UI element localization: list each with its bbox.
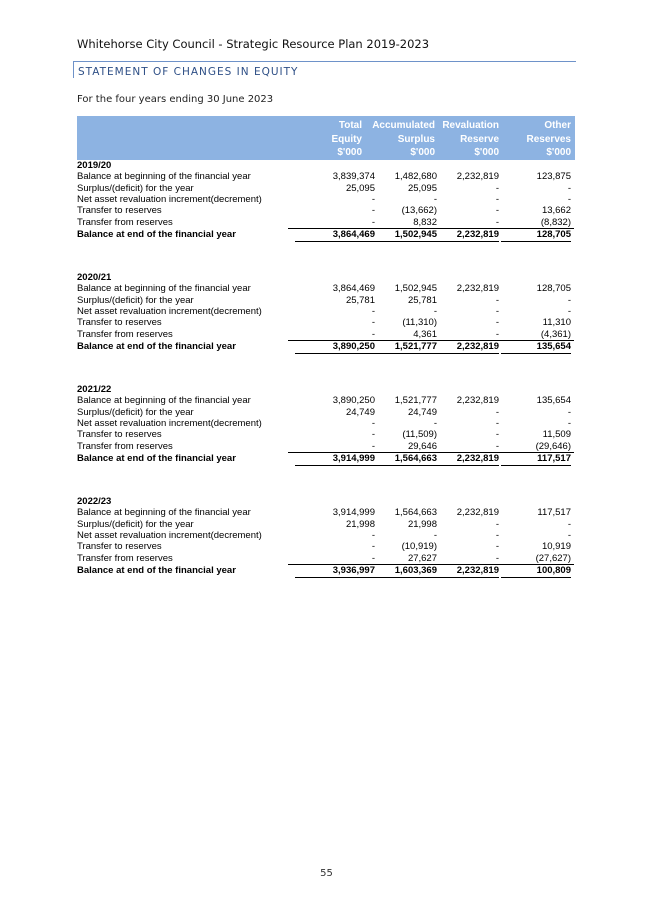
cell-accumulated-surplus: (10,919) [401,541,437,553]
cell-revaluation-reserve: - [495,317,499,329]
table-row-label: Surplus/(deficit) for the year [77,294,194,306]
cell-accumulated-surplus: - [433,529,437,541]
cell-other-reserves: 117,517 [501,453,571,466]
cell-revaluation-reserve: - [495,406,499,418]
balance-row [77,229,575,241]
cell-accumulated-surplus: 27,627 [407,552,437,564]
cell-other-reserves: 117,517 [537,507,571,519]
cell-revaluation-reserve: 2,232,819 [456,395,499,407]
table-row-label: Net asset revaluation increment(decrement) [77,305,262,317]
cell-total-equity: - [371,440,375,452]
table-row-label: Net asset revaluation increment(decrement) [77,417,262,429]
table-row-label: Surplus/(deficit) for the year [77,518,194,530]
cell-revaluation-reserve: 2,232,819 [429,453,499,466]
table-row [77,519,575,531]
cell-accumulated-surplus: 1,603,369 [367,565,437,578]
cell-total-equity: 3,864,469 [332,283,375,295]
table-row-label: Transfer from reserves [77,552,173,564]
page-header-title: Whitehorse City Council - Strategic Resource Plan 2019-2023 [77,37,430,51]
cell-accumulated-surplus: (13,662) [401,205,437,217]
table-row-label: Transfer to reserves [77,541,162,553]
cell-total-equity: 3,914,999 [332,507,375,519]
cell-other-reserves: 13,662 [541,205,571,217]
balance-row-label: Balance at end of the financial year [77,228,236,240]
table-header [77,116,575,160]
cell-total-equity: 3,914,999 [295,453,375,466]
cell-accumulated-surplus: 24,749 [407,406,437,418]
cell-total-equity: 3,890,250 [332,395,375,407]
cell-other-reserves: 128,705 [536,283,571,295]
table-row-label: Transfer to reserves [77,317,162,329]
balance-row [77,565,575,577]
cell-revaluation-reserve: - [495,518,499,530]
cell-revaluation-reserve: 2,232,819 [456,283,499,295]
column-header-total-equity: Total Equity $'000 [331,120,362,158]
cell-other-reserves: 11,310 [542,317,571,329]
page-number: 55 [320,868,333,879]
period-year-heading [77,384,575,396]
balance-row [77,341,575,353]
cell-accumulated-surplus: 1,482,680 [394,171,437,183]
cell-other-reserves: - [567,305,571,317]
table-row [77,530,575,542]
cell-revaluation-reserve: - [495,417,499,429]
cell-revaluation-reserve: - [495,529,499,541]
balance-row-label: Balance at end of the financial year [77,564,236,576]
cell-total-equity: - [371,205,375,217]
cell-total-equity: - [371,541,375,553]
cell-accumulated-surplus: 1,502,945 [394,283,437,295]
period-year-heading [77,496,575,508]
cell-total-equity: 3,936,997 [295,565,375,578]
cell-other-reserves: 11,509 [542,429,571,441]
section-heading [73,61,576,78]
cell-accumulated-surplus: - [433,305,437,317]
cell-other-reserves: - [567,182,571,194]
statement-period-subtitle: For the four years ending 30 June 2023 [77,94,274,105]
table-row [77,418,575,430]
cell-total-equity: 21,998 [345,518,375,530]
cell-other-reserves: - [567,417,571,429]
cell-other-reserves: 135,654 [536,395,571,407]
table-row-label: Surplus/(deficit) for the year [77,406,194,418]
cell-revaluation-reserve: - [495,429,499,441]
cell-total-equity: - [371,216,375,228]
table-row [77,329,575,341]
cell-accumulated-surplus: 1,564,663 [394,507,437,519]
cell-revaluation-reserve: - [495,294,499,306]
cell-revaluation-reserve: - [495,552,499,564]
period-year-heading-label: 2020/21 [77,272,112,283]
cell-other-reserves: 135,654 [501,341,571,354]
cell-other-reserves: - [567,518,571,530]
table-row [77,171,575,183]
table-row [77,395,575,407]
table-row-label: Transfer to reserves [77,205,162,217]
table-row [77,507,575,519]
cell-other-reserves: - [567,193,571,205]
table-row [77,541,575,553]
table-row-label: Surplus/(deficit) for the year [77,182,194,194]
table-row-label: Transfer to reserves [77,429,162,441]
cell-total-equity: - [371,529,375,541]
table-row-label: Balance at beginning of the financial year [77,171,251,183]
cell-accumulated-surplus: 25,095 [407,182,437,194]
balance-row-label: Balance at end of the financial year [77,452,236,464]
table-row [77,205,575,217]
table-row [77,429,575,441]
column-header-other-reserves: Other Reserves $'000 [526,120,571,158]
cell-total-equity: - [371,317,375,329]
cell-revaluation-reserve: - [495,440,499,452]
cell-total-equity: 25,095 [345,182,375,194]
cell-revaluation-reserve: - [495,216,499,228]
table-row [77,217,575,229]
cell-accumulated-surplus: 4,361 [413,328,437,340]
cell-accumulated-surplus: 1,521,777 [367,341,437,354]
cell-revaluation-reserve: 2,232,819 [429,565,499,578]
cell-total-equity: - [371,305,375,317]
cell-accumulated-surplus: 1,502,945 [367,229,437,242]
cell-revaluation-reserve: - [495,541,499,553]
cell-accumulated-surplus: 29,646 [407,440,437,452]
cell-total-equity: - [371,328,375,340]
cell-other-reserves: (27,627) [535,552,571,564]
cell-accumulated-surplus: 25,781 [407,294,437,306]
table-row [77,553,575,565]
cell-accumulated-surplus: 1,564,663 [367,453,437,466]
cell-revaluation-reserve: 2,232,819 [429,341,499,354]
table-row [77,441,575,453]
cell-other-reserves: 100,809 [501,565,571,578]
period-year-heading [77,160,575,172]
cell-revaluation-reserve: - [495,182,499,194]
table-row-label: Transfer from reserves [77,328,173,340]
cell-other-reserves: 123,875 [536,171,571,183]
table-row-label: Transfer from reserves [77,440,173,452]
period-year-heading [77,272,575,284]
balance-row-label: Balance at end of the financial year [77,340,236,352]
table-row-label: Balance at beginning of the financial year [77,283,251,295]
cell-total-equity: - [371,429,375,441]
cell-other-reserves: 128,705 [501,229,571,242]
column-header-accumulated-surplus: Accumulated Surplus $'000 [372,120,435,158]
cell-total-equity: 3,864,469 [295,229,375,242]
table-row [77,407,575,419]
cell-revaluation-reserve: - [495,328,499,340]
table-row [77,183,575,195]
cell-other-reserves: - [567,529,571,541]
cell-other-reserves: - [567,406,571,418]
cell-other-reserves: (29,646) [535,440,571,452]
cell-total-equity: - [371,417,375,429]
cell-total-equity: 25,781 [345,294,375,306]
table-row-label: Net asset revaluation increment(decrement) [77,193,262,205]
period-year-heading-label: 2021/22 [77,384,112,395]
cell-revaluation-reserve: - [495,205,499,217]
cell-total-equity: 24,749 [345,406,375,418]
cell-total-equity: - [371,552,375,564]
cell-total-equity: 3,890,250 [295,341,375,354]
period-year-heading-label: 2022/23 [77,496,112,507]
section-title: STATEMENT OF CHANGES IN EQUITY [78,66,299,78]
cell-accumulated-surplus: 8,832 [413,216,437,228]
table-row-label: Balance at beginning of the financial year [77,507,251,519]
table-row [77,295,575,307]
cell-other-reserves: (8,832) [540,216,571,228]
table-row [77,194,575,206]
period-year-heading-label: 2019/20 [77,160,112,171]
cell-other-reserves: 10,919 [541,541,571,553]
cell-accumulated-surplus: - [433,193,437,205]
cell-accumulated-surplus: 1,521,777 [394,395,437,407]
cell-accumulated-surplus: (11,509) [402,429,437,441]
cell-total-equity: - [371,193,375,205]
column-header-revaluation-reserve: Revaluation Reserve $'000 [442,120,499,158]
cell-accumulated-surplus: 21,998 [407,518,437,530]
table-row-label: Balance at beginning of the financial year [77,395,251,407]
cell-revaluation-reserve: - [495,193,499,205]
cell-revaluation-reserve: - [495,305,499,317]
cell-total-equity: 3,839,374 [332,171,375,183]
cell-accumulated-surplus: - [433,417,437,429]
cell-revaluation-reserve: 2,232,819 [429,229,499,242]
cell-revaluation-reserve: 2,232,819 [456,507,499,519]
table-row [77,317,575,329]
cell-other-reserves: (4,361) [540,328,571,340]
table-row-label: Transfer from reserves [77,216,173,228]
table-row [77,283,575,295]
table-row-label: Net asset revaluation increment(decrement) [77,529,262,541]
cell-revaluation-reserve: 2,232,819 [456,171,499,183]
cell-other-reserves: - [567,294,571,306]
balance-row [77,453,575,465]
cell-accumulated-surplus: (11,310) [402,317,437,329]
table-row [77,306,575,318]
